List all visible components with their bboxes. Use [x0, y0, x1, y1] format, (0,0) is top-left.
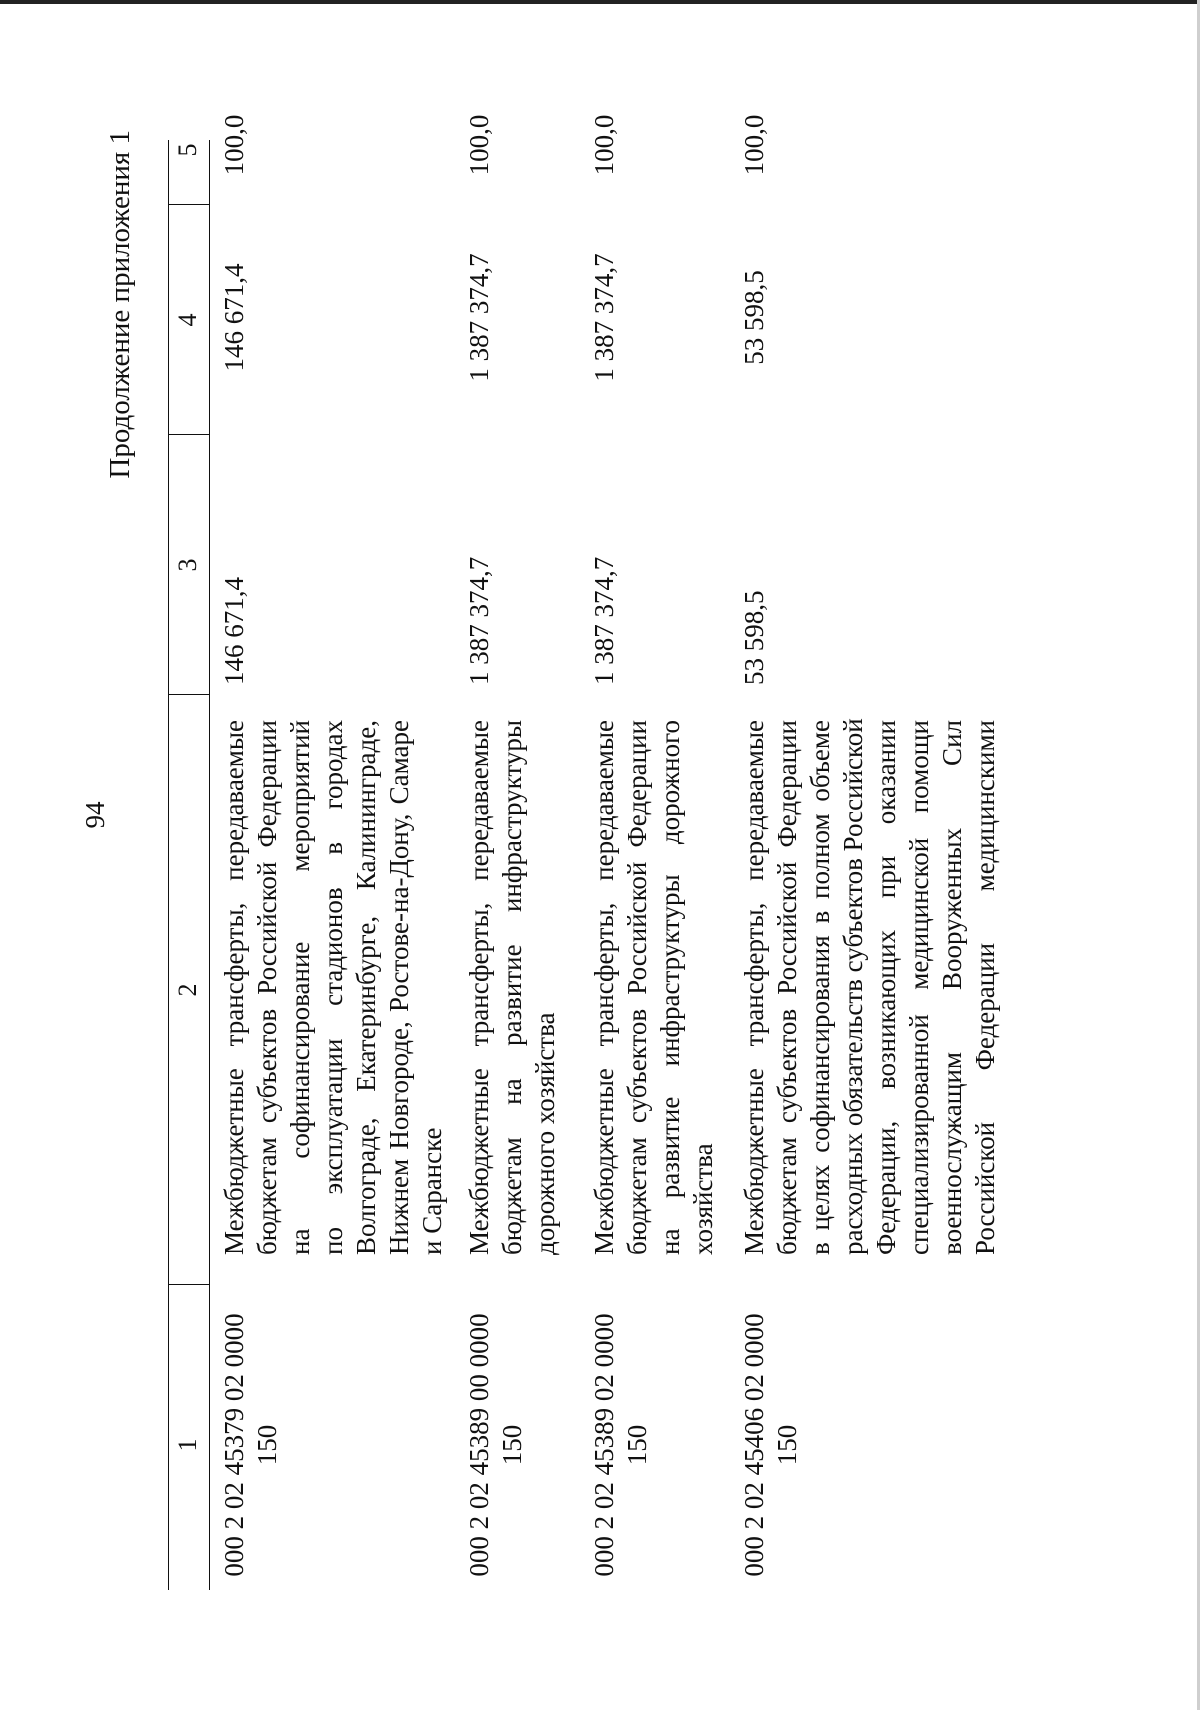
row-description: [738, 720, 1002, 1255]
header-cell-2: 2: [173, 983, 202, 997]
description-line: Волгограде, Екатеринбурге, Калининграде,: [351, 720, 381, 1255]
description-line: на развитие инфраструктуры дорожного: [655, 720, 685, 1255]
header-cell-5: 5: [173, 143, 202, 157]
description-line: по эксплуатации стадионов в городах: [318, 720, 348, 1255]
row-col5-value: 100,0: [739, 114, 769, 176]
row-col3-value: 1 387 374,7: [464, 556, 494, 685]
row-description: [588, 720, 720, 1255]
row-col5-value: 100,0: [464, 114, 494, 176]
row-col4-value: 53 598,5: [739, 270, 769, 365]
description-line: военнослужащим Вооруженных Сил: [937, 720, 967, 1255]
page-number: 94: [80, 801, 110, 829]
description-line: хозяйства: [688, 1143, 718, 1255]
description-line: бюджетам субъектов Российской Федерации: [622, 720, 652, 1255]
table-row: [730, 114, 1020, 1590]
row-description: [463, 720, 562, 1255]
row-col4-value: 146 671,4: [219, 263, 249, 372]
description-line: бюджетам на развитие инфраструктуры: [497, 720, 527, 1255]
row-col3-value: 53 598,5: [739, 590, 769, 685]
table-row: [580, 114, 730, 1590]
description-line: бюджетам субъектов Российской Федерации: [772, 720, 802, 1255]
description-line: Межбюджетные трансферты, передаваемые: [589, 720, 619, 1255]
row-col3-value: 1 387 374,7: [589, 556, 619, 685]
description-line: и Саранске: [417, 1127, 447, 1255]
description-line: на софинансирование мероприятий: [285, 720, 315, 1255]
table-header-row: [168, 140, 210, 1590]
row-col5-value: 100,0: [219, 114, 249, 176]
row-col4-value: 1 387 374,7: [589, 253, 619, 382]
header-cell-1: 1: [173, 1438, 202, 1452]
budget-table: [168, 114, 1020, 1590]
row-col3-value: 146 671,4: [219, 577, 249, 685]
description-line: специализированной медицинской помощи: [904, 720, 934, 1255]
row-code: 000 2 02 45389 02 0000 150: [589, 1313, 652, 1577]
continuation-label: Продолжение приложения 1: [104, 130, 136, 479]
row-code: 000 2 02 45406 02 0000 150: [739, 1313, 802, 1577]
description-line: в целях софинансирования в полном объеме: [805, 720, 835, 1255]
description-line: бюджетам субъектов Российской Федерации: [252, 720, 282, 1255]
row-col4-value: 1 387 374,7: [464, 253, 494, 382]
header-cell-3: 3: [173, 558, 202, 572]
description-line: дорожного хозяйства: [530, 1012, 560, 1255]
description-line: Российской Федерации медицинскими: [970, 720, 1000, 1255]
description-line: Межбюджетные трансферты, передаваемые: [464, 720, 494, 1255]
row-code: 000 2 02 45379 02 0000 150: [219, 1313, 282, 1577]
header-cell-4: 4: [173, 313, 202, 327]
description-line: Межбюджетные трансферты, передаваемые: [219, 720, 249, 1255]
table-row: [210, 114, 455, 1590]
row-description: [218, 720, 449, 1255]
row-code: 000 2 02 45389 00 0000 150: [464, 1313, 527, 1577]
description-line: Нижнем Новгороде, Ростове-на-Дону, Самаре: [384, 720, 414, 1255]
row-col5-value: 100,0: [589, 114, 619, 176]
description-line: расходных обязательств субъектов Российской: [838, 718, 868, 1255]
table-row: [455, 114, 580, 1590]
description-line: Межбюджетные трансферты, передаваемые: [739, 720, 769, 1255]
description-line: Федерации, возникающих при оказании: [871, 720, 901, 1255]
